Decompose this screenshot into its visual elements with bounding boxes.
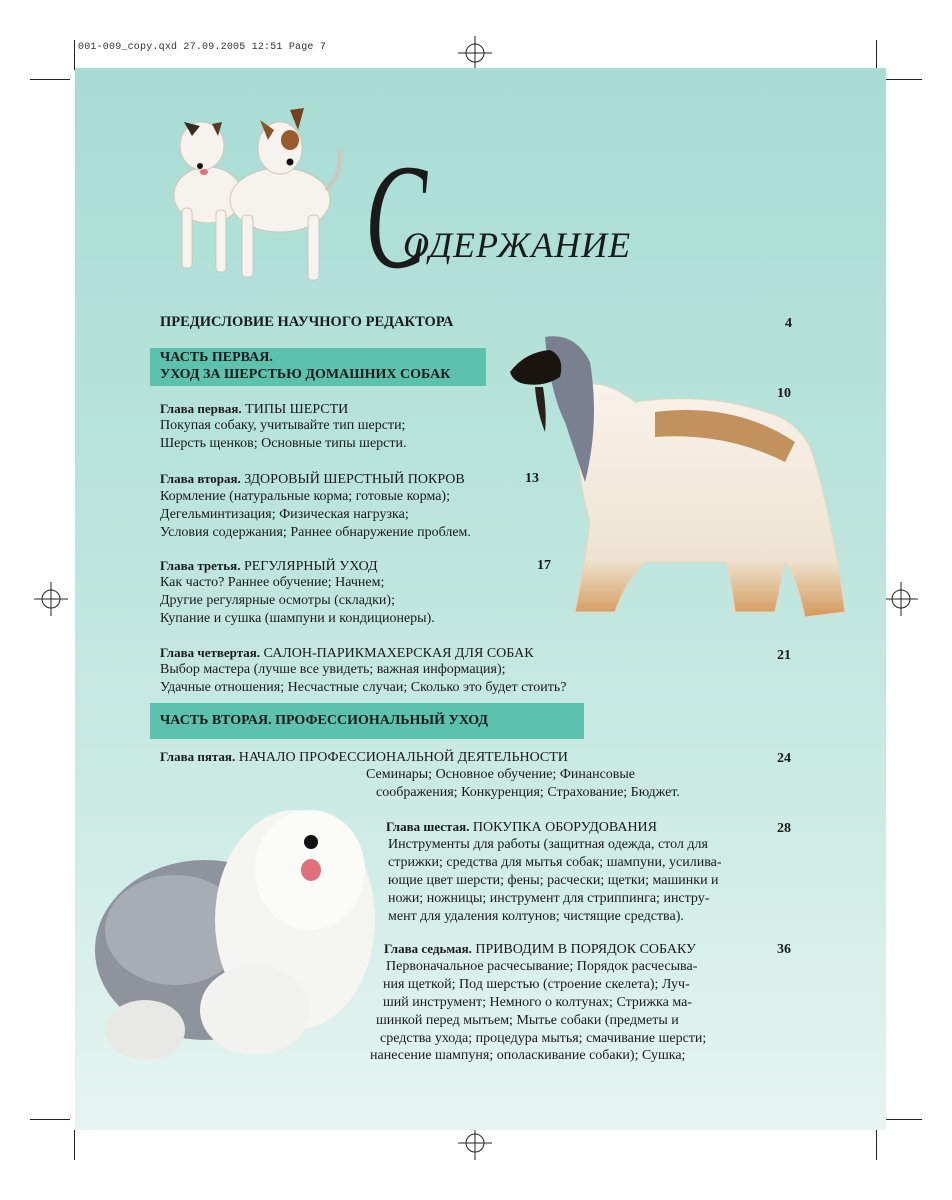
toc-chapter-2[interactable] [160,470,465,489]
toc-preface[interactable]: ПРЕДИСЛОВИЕ НАУЧНОГО РЕДАКТОРА [160,314,454,330]
crop-mark [74,40,75,70]
chapter-subtopics: Купание и сушка (шампуни и кондиционеры). [160,611,435,626]
chapter-title: ПОКУПКА ОБОРУДОВАНИЯ [472,820,658,835]
title-rest: ОДЕРЖАНИЕ [403,225,632,265]
page-number: 10 [777,386,791,401]
chapter-subtopics: Шерсть щенков; Основные типы шерсти. [160,436,407,451]
page-number: 36 [777,942,791,957]
registration-mark-icon [458,36,492,70]
chapter-subtopics: мент для удаления колтунов; чистящие средства). [388,909,684,924]
page-number: 4 [785,316,792,331]
chapter-subtopics: Семинары; Основное обучение; Финансовые [366,767,636,782]
chapter-subtopics: Кормление (натуральные корма; готовые корма); [160,489,450,504]
crop-mark [30,1119,70,1120]
registration-mark-icon [34,582,68,616]
toc-chapter-6[interactable] [386,818,657,837]
toc-chapter-7[interactable] [384,940,696,959]
crop-mark [882,1119,922,1120]
page-number: 13 [525,471,539,486]
chapter-subtopics: ния щеткой; Под шерстью (строение скелета); Луч- [383,977,690,992]
chapter-subtopics: Другие регулярные осмотры (складки); [160,593,395,608]
page-number: 21 [777,648,791,663]
chapter-subtopics: ножи; ножницы; инструмент для стриппинга; инстру- [388,891,710,906]
chapter-subtopics: нанесение шампуня; ополаскивание собаки); Сушка; [370,1048,686,1063]
chapter-subtopics: соображения; Конкуренция; Страхование; Бюджет. [376,785,680,800]
registration-mark-icon [884,582,918,616]
crop-mark [882,79,922,80]
chapter-subtopics: Первоначальное расчесывание; Порядок расчесыва- [386,959,698,974]
chapter-subtopics: Инструменты для работы (защитная одежда, стол для [388,837,708,852]
crop-mark [74,1130,75,1160]
chapter-subtopics: стрижки; средства для мытья собак; шампуни, усилива- [388,855,722,870]
chapter-label: Глава третья. [160,558,241,573]
title-initial: С [365,134,428,300]
chapter-label: Глава вторая. [160,471,241,486]
chapter-subtopics: Покупая собаку, учитывайте тип шерсти; [160,418,406,433]
chapter-subtopics: ший инструмент; Немного о колтунах; Стрижка ма- [383,995,692,1010]
chapter-subtopics: ющие цвет шерсти; фены; расчески; щетки; машинки и [388,873,719,888]
crop-mark [30,79,70,80]
crop-mark [876,1130,877,1160]
chapter-subtopics: Выбор мастера (лучше все увидеть; важная информация); [160,662,506,677]
sheepdog-illustration [85,780,385,1075]
terriers-illustration [140,100,350,285]
crop-mark [876,40,877,70]
toc-chapter-5[interactable] [160,748,568,767]
registration-mark-icon [458,1126,492,1160]
page-number: 28 [777,821,791,836]
afghan-hound-illustration [505,332,855,627]
chapter-label: Глава первая. [160,401,242,416]
chapter-subtopics: Условия содержания; Раннее обнаружение проблем. [160,525,471,540]
print-slug: 001-009_copy.qxd 27.09.2005 12:51 Page 7 [78,42,327,53]
part-two-title[interactable]: ЧАСТЬ ВТОРАЯ. ПРОФЕССИОНАЛЬНЫЙ УХОД [160,713,489,728]
chapter-title: ЗДОРОВЫЙ ШЕРСТНЫЙ ПОКРОВ [244,472,465,487]
chapter-title: ПРИВОДИМ В ПОРЯДОК СОБАКУ [475,942,696,957]
chapter-title: НАЧАЛО ПРОФЕССИОНАЛЬНОЙ ДЕЯТЕЛЬНОСТИ [238,750,568,765]
part-two-band [150,703,584,739]
chapter-title: САЛОН-ПАРИКМАХЕРСКАЯ ДЛЯ СОБАК [263,646,534,661]
chapter-subtopics: шинкой перед мытьем; Мытье собаки (предметы и [376,1013,679,1028]
chapter-label: Глава пятая. [160,749,236,764]
chapter-title: ТИПЫ ШЕРСТИ [245,402,349,417]
chapter-label: Глава четвертая. [160,645,261,660]
page-number: 17 [537,558,551,573]
chapter-label: Глава шестая. [386,819,470,834]
chapter-subtopics: средства ухода; процедура мытья; смачивание шерсти; [380,1031,707,1046]
chapter-subtopics: Как часто? Раннее обучение; Начнем; [160,575,385,590]
chapter-subtopics: Удачные отношения; Несчастные случаи; Сколько это будет стоить? [160,680,567,695]
part-one-band [150,348,486,386]
part-one-title-line2[interactable]: УХОД ЗА ШЕРСТЬЮ ДОМАШНИХ СОБАК [160,367,451,382]
chapter-subtopics: Дегельминтизация; Физическая нагрузка; [160,507,409,522]
chapter-label: Глава седьмая. [384,941,472,956]
chapter-title: РЕГУЛЯРНЫЙ УХОД [243,559,378,574]
part-one-title-line1[interactable]: ЧАСТЬ ПЕРВАЯ. [160,350,273,365]
page-number: 24 [777,751,791,766]
